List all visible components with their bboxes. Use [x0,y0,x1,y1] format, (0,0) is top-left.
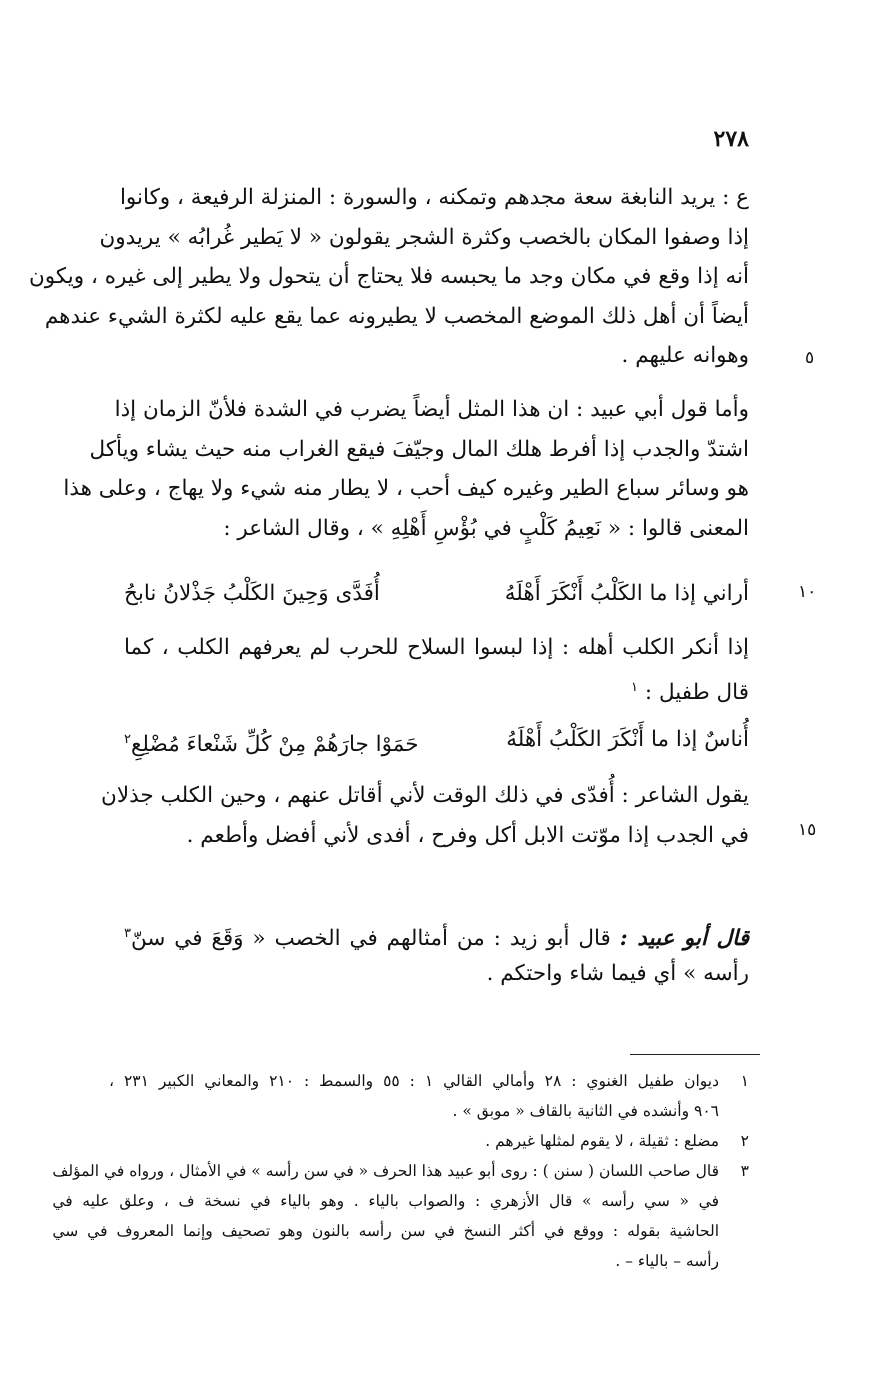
footnote-mark-1: ١ [631,679,639,695]
text-line: إذا وصفوا المكان بالخصب وكثرة الشجر يقولون « لا يَطير غُرابُه » يريدون [99,224,749,250]
verse-first-hemistich: أراني إذا ما الكَلْبُ أَنْكَرَ أَهْلَهُ [504,581,749,606]
line-number-10: ١٠ [798,582,817,602]
text-line: يقول الشاعر : أُفدّى في ذلك الوقت لأني أقاتل عنهم ، وحين الكلب جذلان [101,783,749,808]
text-line: اشتدّ والجدب إذا أفرط هلك المال وجيّفَ فيقع الغراب منه حيث يشاء ويأكل [89,436,749,462]
text-line: ع : يريد النابغة سعة مجدهم وتمكنه ، والسورة : المنزلة الرفيعة ، وكانوا [119,185,749,210]
page-number: ٢٧٨ [713,126,749,152]
text-line: وأما قول أبي عبيد : ان هذا المثل أيضاً يضرب في الشدة فلأنّ الزمان إذا [114,397,749,422]
footnote-divider [630,1054,760,1055]
text-line: رأسه » أي فيما شاء واحتكم . [486,960,749,986]
text-line: قال أبو عبيد : قال أبو زيد : من أمثالهم في الخصب « وَقَعَ في سنّ$^٣$ [124,926,749,952]
verse-first-hemistich: أُناسٌ إذا ما أَنْكَرَ الكَلْبُ أَهْلَهُ [506,727,749,752]
text-line: قال طفيل : $^١$ [631,679,749,705]
footnote-2: ٢ مضلع : ثقيلة ، لا يقوم لمثلها غيرهم . [485,1132,749,1150]
footnote-mark-2: ٢ [124,732,131,747]
paragraph-dog-explanation [124,628,749,707]
footnotes [52,1066,749,1276]
paragraph-abu-ubaid-explanation [63,390,749,548]
poem-verse-1 [124,574,749,614]
paragraph-nabigha-explanation [28,178,749,376]
text-line: هو وسائر سباع الطير وغيره كيف أحب ، لا يطار منه شيء ولا يهاج ، وعلى هذا [63,476,749,501]
poem-verse-2 [124,720,749,760]
text-line: وهوانه عليهم . [621,343,749,368]
text-line: إذا أنكر الكلب أهله : إذا لبسوا السلاح للحرب لم يعرفهم الكلب ، كما [124,635,749,660]
section-abu-ubaid [124,914,749,993]
footnote-mark-3: ٣ [124,926,131,941]
footnote-1: ١ ديوان طفيل الغنوي : ٢٨ وأمالي القالي ١ : ٥٥ والسمط : ٢١٠ والمعاني الكبير ٢٣١ ، ٩٠٦ وأنشده في الثانية بالقاف « موبق » . [109,1072,749,1120]
line-number-5: ٥ [805,348,815,368]
line-number-15: ١٥ [798,820,817,840]
text-line: أنه إذا وقع في مكان وجد ما يحبسه فلا يحتاج أن يتحول ولا يطير إلى غيره ، ويكون [28,264,749,289]
paragraph-poet-explanation [101,776,749,855]
text-line: أيضاً أن أهل ذلك الموضع المخصب لا يطيرونه عما يقع عليه لكثرة الشيء عندهم [44,303,749,329]
section-heading: قال أبو عبيد : [619,926,749,952]
verse-second-hemistich: حَمَوْا جارَهُمْ مِنْ كُلِّ شَنْعاءَ مُضْلِعِ$^٢$ [124,732,419,758]
text-line: في الجدب إذا موّتت الابل أكل وفرح ، أفدى لأني أفضل وأطعم . [186,822,749,848]
footnote-3: ٣ قال صاحب اللسان ( سنن ) : روى أبو عبيد هذا الحرف « في سن رأسه » في الأمثال ، ورواه في المؤلف في « سي رأسه » قال الأزهري : والصواب بالياء . وهو بالياء في نسخة ف ، وعلق عليه في الحاشية بقوله : ووقع في أكثر النسخ في سن رأسه بالنون وهو تصحيف وإنما المعروف في سي رأسه – بالياء – . [52,1162,749,1270]
verse-second-hemistich: أُفَدَّى وَحِينَ الكَلْبُ جَذْلانُ نابحُ [124,581,380,606]
text-line: المعنى قالوا : « نَعِيمُ كَلْبٍ في بُؤْسِ أَهْلِهِ » ، وقال الشاعر : [223,515,749,541]
